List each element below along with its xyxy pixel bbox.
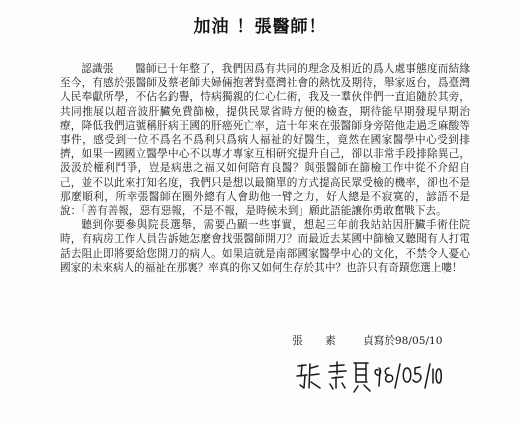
signature-date: 貞寫於98/05/10 (363, 335, 443, 347)
paragraph-2: 聽到你要參與院長選舉，需要凸顯一些事實，想起三年前我站站因肝臟手術住院時，有病房工作人員告訴她怎麼會找張醫師開刀？而最近去某國中篩檢又聽聞有人打電話去阻止即將要給您開刀的病人。如果這就是南部國家醫學中心的文化，不禁令人憂心國家的未來病人的福祉在那裏？率真的你又如何生存於其中？也許只有奇蹟您選上嘍！ (60, 219, 470, 274)
letter-body (60, 62, 470, 275)
signer-name: 張 素 (292, 335, 342, 347)
paragraph-1: 認識張 醫師已十年整了，我們因爲有共同的理念及相近的爲人處事態度而結緣至今，有感於張醫師及蔡老師夫婦倆抱著對臺灣社會的熱忱及期待，舉家返台，爲臺灣人民奉獻所學，不佔名釣譽，恃病獨親的仁心仁術，我及一羣伙伴們一直追隨於其旁，共同推展以超音波肝臟免費篩檢，提供民眾省時方便的檢查，期待能早期發現早期治療，降低我們這號稱肝病王國的肝癌死亡率，這十年來在張醫師身旁陪他走過乏麻酸等事件，感受到一位不爲名不爲利只爲病人福祉的好醫生，竟然在國家醫學中心受到排擠，如果一國國立醫學中心不以專才專家互相研究提升自己，卻以非常手段排除異己，汲汲於權利鬥爭，豈是病患之福又如何陪育良醫？與張醫師在篩檢工作中從不介紹自己，並不以此來打知名度，我們只是想以最簡單的方式提高民眾受檢的機率，卻也不是那麼順利，所幸張醫師在圈外總有人會助他一臂之力，好人總是不寂寞的，諺語不是說：「善有善報，惡有惡報，不是不報，是時候未到」願此語能讓你勇敢奮戰下去。 (60, 63, 470, 218)
handwritten-signature (292, 354, 442, 404)
signature-line (292, 333, 443, 348)
document-title: 加油 ！張醫師！ (193, 17, 327, 37)
